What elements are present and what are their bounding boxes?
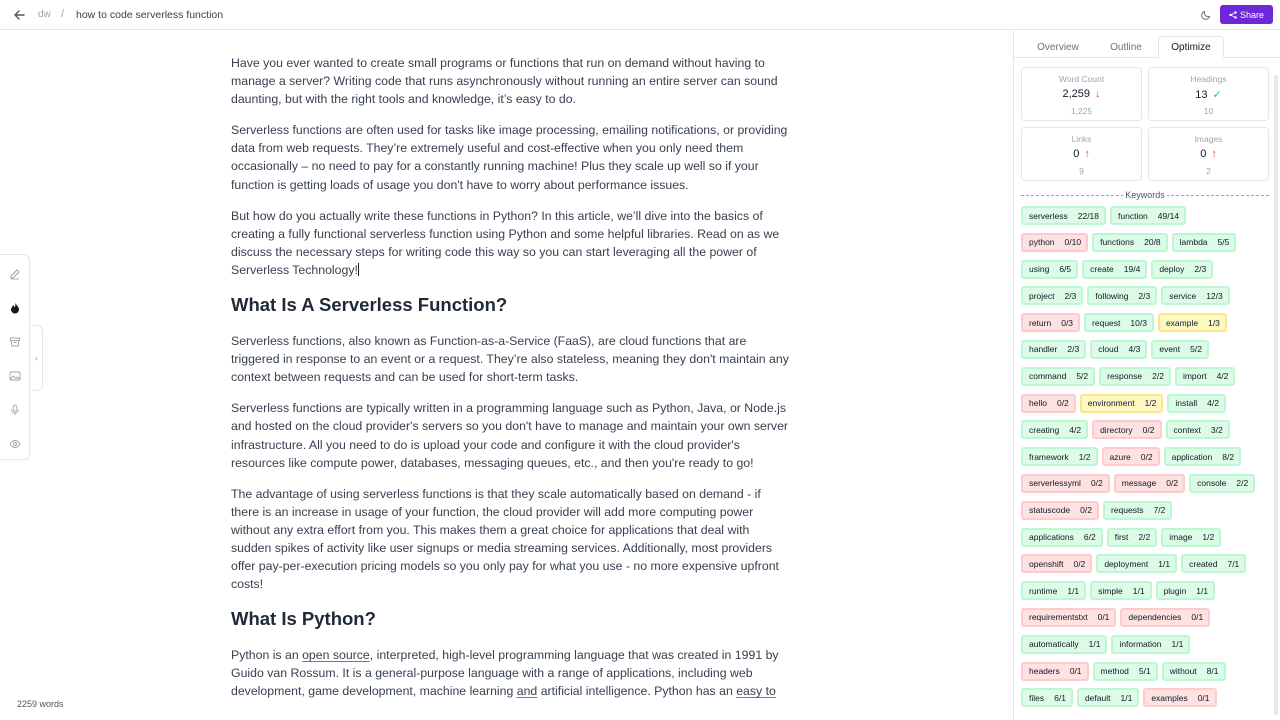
keyword-row — [1021, 662, 1276, 682]
stat-word-count — [1021, 67, 1142, 121]
keyword-chip[interactable] — [1087, 286, 1157, 305]
keyword-term: python — [1029, 237, 1055, 248]
keyword-count: 2/3 — [1067, 344, 1080, 355]
stat-value: 13 — [1195, 88, 1208, 101]
keyword-term: applications — [1029, 532, 1074, 543]
keyword-row — [1021, 206, 1276, 226]
keyword-chip[interactable] — [1021, 528, 1103, 547]
keyword-chip[interactable] — [1111, 635, 1190, 654]
document-title[interactable]: how to code serverless function — [76, 9, 224, 21]
keyword-count: 2/3 — [1138, 290, 1151, 301]
keyword-row — [1021, 367, 1276, 387]
keyword-count: 5/2 — [1076, 371, 1089, 382]
keyword-term: statuscode — [1029, 505, 1071, 516]
stat-label: Headings — [1190, 74, 1227, 84]
left-toolbar — [0, 254, 30, 460]
keyword-term: simple — [1098, 585, 1123, 596]
keyword-row — [1021, 286, 1276, 306]
spelling-flag[interactable]: easy to — [736, 684, 776, 699]
keyword-chip[interactable] — [1181, 554, 1246, 573]
keyword-chip[interactable] — [1021, 447, 1098, 466]
editor-content[interactable] — [231, 54, 791, 714]
heading[interactable]: What Is A Serverless Function? — [231, 294, 508, 316]
keyword-count: 0/2 — [1080, 505, 1092, 516]
keyword-term: example — [1165, 317, 1199, 328]
eye-icon[interactable] — [9, 438, 21, 450]
keyword-count: 10/3 — [1130, 317, 1147, 328]
keyword-chip[interactable] — [1158, 313, 1227, 332]
keyword-count: 2/2 — [1138, 532, 1151, 543]
keyword-term: event — [1159, 344, 1181, 355]
stat-value: 2,259 — [1062, 88, 1091, 100]
keyword-chip[interactable] — [1021, 474, 1110, 493]
stat-target: 1,225 — [1070, 106, 1093, 116]
stat-headings — [1148, 67, 1269, 121]
keyword-term: application — [1171, 451, 1213, 462]
arrow-up-icon: ↑ — [1211, 148, 1217, 160]
paragraph-text: artificial intelligence. Python has an — [537, 684, 737, 699]
keyword-term: using — [1029, 264, 1050, 275]
image-icon[interactable] — [9, 370, 21, 382]
stat-target: 9 — [1079, 166, 1084, 176]
keyword-term: lambda — [1179, 237, 1208, 248]
keyword-term: image — [1169, 532, 1193, 543]
keyword-row — [1021, 394, 1276, 414]
keyword-chip[interactable] — [1099, 367, 1171, 386]
stat-value-row — [1149, 88, 1268, 101]
keyword-count: 0/2 — [1166, 478, 1179, 489]
paragraph[interactable]: The advantage of using serverless functions is that they scale automatically based on demand - if there is an increase in usage of your function, the cloud provider will add more computing power without any extra effort from you. This makes them a great choice for applications that deal with sudden spikes of activity like user signups or media streaming services. Additionally, most providers offer pay-per-execution pricing models so you only pay for what you use - no more expensive upfront costs! — [231, 486, 779, 592]
optimize-panel — [1013, 30, 1280, 720]
keyword-count: 6/1 — [1054, 692, 1066, 703]
keyword-term: create — [1090, 264, 1114, 275]
keyword-row — [1021, 554, 1276, 574]
edit-icon[interactable] — [9, 268, 21, 280]
keyword-count: 1/2 — [1202, 532, 1215, 543]
keyword-count: 8/1 — [1206, 666, 1219, 677]
keyword-row — [1021, 340, 1276, 360]
keyword-chip[interactable] — [1166, 420, 1230, 439]
stat-value: 0 — [1200, 148, 1207, 160]
keyword-count: 1/2 — [1078, 451, 1091, 462]
keyword-count: 0/1 — [1197, 692, 1210, 703]
keyword-term: message — [1121, 478, 1157, 489]
keyword-count: 1/1 — [1158, 558, 1171, 569]
keyword-term: runtime — [1029, 585, 1058, 596]
heading[interactable]: What Is Python? — [231, 608, 376, 630]
keyword-term: cloud — [1098, 344, 1119, 355]
keyword-chip[interactable] — [1151, 260, 1213, 279]
keyword-term: response — [1107, 371, 1143, 382]
keyword-term: plugin — [1163, 585, 1187, 596]
keyword-term: following — [1095, 290, 1129, 301]
keyword-count: 2/2 — [1236, 478, 1249, 489]
keyword-count: 49/14 — [1157, 210, 1180, 221]
keyword-count: 7/2 — [1153, 505, 1166, 516]
keyword-count: 4/2 — [1069, 424, 1082, 435]
paragraph[interactable]: Have you ever wanted to create small programs or functions that run on demand without having to manage a server? Writing code that runs asynchronously without running an entire server can sound daunting, but with the right tools and knowledge, it’s easy to do. — [231, 56, 778, 107]
keyword-count: 1/2 — [1144, 398, 1157, 409]
keyword-term: openshift — [1029, 558, 1064, 569]
paragraph-text: But how do you actually write these functions in Python? In this article, we’ll dive into the basics of creating a fully functional serverless function using Python and some helpful libraries. Read on as we discuss the necessary steps for writing code this way so you can start leveraging all the power of Serverless Technology! — [231, 208, 780, 277]
keyword-term: command — [1029, 371, 1067, 382]
keyword-count: 3/2 — [1210, 424, 1223, 435]
keyword-count: 0/2 — [1090, 478, 1103, 489]
dark-mode-moon-icon[interactable] — [1200, 9, 1212, 21]
keyword-count: 2/2 — [1152, 371, 1164, 382]
keyword-chip[interactable] — [1161, 528, 1221, 547]
paragraph-text: , interpreted, high-level programming language that was created in 1991 by Guido van Rossum. It is a general-purpose language with a range of applications, including web development, game development, machine learning — [231, 648, 779, 699]
keyword-chip[interactable] — [1021, 635, 1107, 654]
collapse-sidebar-chevron-icon[interactable]: ‹ — [31, 325, 43, 391]
keyword-term: serverlessyml — [1029, 478, 1081, 489]
keyword-chip[interactable] — [1021, 662, 1089, 681]
keyword-count: 4/3 — [1128, 344, 1141, 355]
back-arrow-icon[interactable] — [12, 8, 26, 22]
keyword-chip[interactable] — [1172, 233, 1237, 252]
keyword-count: 1/1 — [1120, 692, 1133, 703]
keyword-count: 4/2 — [1207, 398, 1219, 409]
keyword-row — [1021, 474, 1276, 494]
keyword-row — [1021, 447, 1276, 467]
keyword-count: 0/2 — [1142, 424, 1155, 435]
spelling-flag[interactable]: open source — [302, 648, 370, 663]
keyword-chip[interactable] — [1021, 206, 1106, 225]
keyword-count: 4/2 — [1216, 371, 1229, 382]
keyword-chip[interactable] — [1021, 233, 1088, 252]
keyword-count: 1/3 — [1208, 317, 1220, 328]
microphone-icon[interactable] — [9, 404, 21, 416]
keyword-chip[interactable] — [1120, 608, 1210, 627]
paragraph[interactable] — [231, 646, 791, 700]
keyword-count: 1/1 — [1132, 585, 1145, 596]
keyword-term: headers — [1029, 666, 1060, 677]
keyword-chip[interactable] — [1021, 313, 1080, 332]
keyword-chip[interactable] — [1021, 367, 1095, 386]
keyword-chip[interactable] — [1021, 260, 1078, 279]
spelling-flag[interactable]: and — [516, 684, 538, 699]
paragraph[interactable]: Serverless functions are often used for tasks like image processing, emailing notifications, or providing data from web requests. They’re extremely useful and cost-effective when you only need them occasionally – no need to pay for a constantly running machine! Plus they scale up well so if your function is getting loads of usage you don't have to worry about performance issues. — [231, 123, 788, 192]
keyword-row — [1021, 528, 1276, 548]
keyword-chip[interactable] — [1189, 474, 1255, 493]
keyword-row — [1021, 608, 1276, 628]
keyword-term: files — [1029, 692, 1045, 703]
keyword-term: requirementstxt — [1029, 612, 1088, 623]
keyword-chip[interactable] — [1164, 447, 1241, 466]
archive-icon[interactable] — [9, 336, 21, 348]
keyword-count: 12/3 — [1206, 290, 1223, 301]
keyword-count: 1/1 — [1171, 639, 1184, 650]
stat-label: Images — [1194, 134, 1223, 144]
stat-value-row — [1022, 148, 1141, 160]
top-bar — [0, 0, 1280, 30]
tab-overview[interactable]: Overview — [1037, 41, 1079, 53]
keyword-chip[interactable] — [1021, 286, 1083, 305]
keyword-count: 19/4 — [1123, 264, 1141, 275]
ai-flame-icon[interactable] — [9, 302, 21, 314]
text-cursor — [358, 263, 359, 276]
keyword-chip[interactable] — [1110, 206, 1186, 225]
keyword-chip[interactable] — [1103, 501, 1172, 520]
stat-links — [1021, 127, 1142, 181]
keyword-count: 0/2 — [1073, 558, 1086, 569]
keyword-term: import — [1182, 371, 1207, 382]
keyword-count: 1/1 — [1088, 639, 1101, 650]
keyword-chip[interactable] — [1021, 581, 1086, 600]
keyword-chip[interactable] — [1084, 313, 1154, 332]
keyword-chip[interactable] — [1090, 581, 1151, 600]
keyword-term: deployment — [1104, 558, 1149, 569]
keyword-term: default — [1084, 692, 1111, 703]
keyword-term: deploy — [1159, 264, 1185, 275]
keyword-chip[interactable] — [1114, 474, 1185, 493]
keyword-count: 20/8 — [1144, 237, 1161, 248]
paragraph[interactable]: Serverless functions are typically written in a programming language such as Python, Java, or Node.js and hosted on the cloud provider's servers so you don't have to manage and maintain your own server infrastructure. All you need to do is upload your code and configure it with the cloud provider's resources like compute power, databases, messaging queues, etc., and then you're ready to go! — [231, 401, 789, 470]
share-button[interactable] — [1220, 5, 1273, 24]
keyword-term: return — [1029, 317, 1052, 328]
keyword-term: handler — [1029, 344, 1058, 355]
word-count-status: 2259 words — [17, 699, 64, 709]
breadcrumb-workspace[interactable]: dw — [38, 9, 51, 20]
keyword-term: method — [1100, 666, 1129, 677]
keyword-count: 7/1 — [1227, 558, 1240, 569]
keyword-term: information — [1119, 639, 1162, 650]
keyword-chip[interactable] — [1021, 340, 1086, 359]
keyword-term: creating — [1029, 424, 1060, 435]
keyword-count: 1/1 — [1067, 585, 1080, 596]
keyword-chip[interactable] — [1175, 367, 1235, 386]
share-icon — [1229, 11, 1237, 19]
tab-optimize[interactable]: Optimize — [1158, 36, 1224, 58]
keyword-row — [1021, 233, 1276, 253]
keyword-row — [1021, 260, 1276, 280]
keyword-count: 5/1 — [1138, 666, 1151, 677]
check-icon: ✓ — [1212, 89, 1222, 101]
paragraph[interactable]: Serverless functions, also known as Function-as-a-Service (FaaS), are cloud functions that are triggered in response to an event or a request. They’re also stateless, meaning they don't maintain any context between requests and can be used for short-term tasks. — [231, 334, 789, 385]
stat-label: Links — [1071, 134, 1092, 144]
keyword-count: 22/18 — [1077, 210, 1100, 221]
arrow-up-icon: ↑ — [1084, 148, 1090, 160]
keyword-count: 2/3 — [1064, 290, 1077, 301]
stat-value: 0 — [1073, 148, 1080, 160]
stat-target: 10 — [1203, 106, 1214, 116]
breadcrumb-separator: / — [61, 8, 65, 20]
keyword-row — [1021, 420, 1276, 440]
keyword-count: 6/5 — [1059, 264, 1072, 275]
keyword-chip[interactable] — [1143, 688, 1216, 707]
keyword-count: 0/1 — [1097, 612, 1110, 623]
keyword-chip[interactable] — [1021, 688, 1073, 707]
paragraph[interactable] — [231, 207, 791, 279]
keyword-chip[interactable] — [1080, 394, 1164, 413]
keyword-chip[interactable] — [1021, 554, 1092, 573]
keyword-count: 6/2 — [1083, 532, 1096, 543]
keyword-term: request — [1092, 317, 1121, 328]
stat-images — [1148, 127, 1269, 181]
keyword-term: requests — [1110, 505, 1144, 516]
keyword-term: created — [1189, 558, 1218, 569]
share-label: Share — [1239, 9, 1265, 20]
keyword-term: first — [1114, 532, 1129, 543]
keyword-count: 0/1 — [1069, 666, 1082, 677]
stat-value-row — [1022, 88, 1141, 100]
keyword-chip[interactable] — [1162, 662, 1226, 681]
keyword-count: 0/2 — [1056, 398, 1069, 409]
keyword-term: without — [1169, 666, 1197, 677]
keyword-row — [1021, 501, 1276, 521]
keywords-list — [1021, 206, 1276, 715]
keyword-chip[interactable] — [1102, 447, 1160, 466]
keyword-count: 0/2 — [1140, 451, 1153, 462]
keyword-count: 0/3 — [1061, 317, 1074, 328]
keyword-term: examples — [1151, 692, 1188, 703]
keyword-term: automatically — [1029, 639, 1079, 650]
keyword-chip[interactable] — [1090, 340, 1147, 359]
keyword-term: context — [1173, 424, 1201, 435]
tab-outline[interactable]: Outline — [1110, 41, 1142, 53]
keyword-row — [1021, 688, 1276, 708]
keyword-row — [1021, 581, 1276, 601]
keyword-count: 5/5 — [1217, 237, 1230, 248]
keyword-term: service — [1169, 290, 1197, 301]
keyword-term: functions — [1100, 237, 1135, 248]
keyword-chip[interactable] — [1021, 420, 1088, 439]
keyword-chip[interactable] — [1107, 528, 1158, 547]
keywords-title: Keywords — [1125, 190, 1165, 200]
keyword-term: azure — [1109, 451, 1131, 462]
keyword-count: 0/1 — [1191, 612, 1204, 623]
stat-label: Word Count — [1058, 74, 1105, 84]
stat-value-row — [1149, 148, 1268, 160]
keyword-chip[interactable] — [1021, 608, 1116, 627]
arrow-down-icon: ↓ — [1095, 88, 1101, 100]
keyword-chip[interactable] — [1021, 501, 1099, 520]
keyword-term: console — [1197, 478, 1227, 489]
keyword-chip[interactable] — [1151, 340, 1209, 359]
panel-scrollbar[interactable] — [1274, 75, 1278, 715]
keyword-chip[interactable] — [1092, 233, 1168, 252]
keyword-count: 5/2 — [1190, 344, 1202, 355]
keyword-term: project — [1029, 290, 1055, 301]
keyword-term: install — [1175, 398, 1198, 409]
keyword-term: directory — [1100, 424, 1133, 435]
keyword-chip[interactable] — [1077, 688, 1139, 707]
keyword-chip[interactable] — [1092, 420, 1161, 439]
keyword-term: hello — [1029, 398, 1047, 409]
keyword-chip[interactable] — [1167, 394, 1226, 413]
keywords-header — [1021, 190, 1269, 200]
paragraph-text: Python is an — [231, 648, 303, 663]
keyword-chip[interactable] — [1082, 260, 1147, 279]
keyword-chip[interactable] — [1093, 662, 1158, 681]
keyword-count: 0/10 — [1064, 237, 1082, 248]
keyword-chip[interactable] — [1156, 581, 1216, 600]
keyword-chip[interactable] — [1161, 286, 1229, 305]
keyword-term: function — [1118, 210, 1148, 221]
keyword-count: 1/1 — [1196, 585, 1209, 596]
keyword-term: dependencies — [1128, 612, 1182, 623]
keyword-count: 8/2 — [1222, 451, 1235, 462]
stat-target: 2 — [1206, 166, 1211, 176]
panel-tabs — [1014, 30, 1280, 58]
keyword-term: framework — [1029, 451, 1069, 462]
keyword-count: 2/3 — [1194, 264, 1207, 275]
keyword-row — [1021, 635, 1276, 655]
keyword-chip[interactable] — [1021, 394, 1076, 413]
keyword-chip[interactable] — [1096, 554, 1177, 573]
keyword-term: environment — [1087, 398, 1135, 409]
keyword-row — [1021, 313, 1276, 333]
keyword-term: serverless — [1029, 210, 1068, 221]
